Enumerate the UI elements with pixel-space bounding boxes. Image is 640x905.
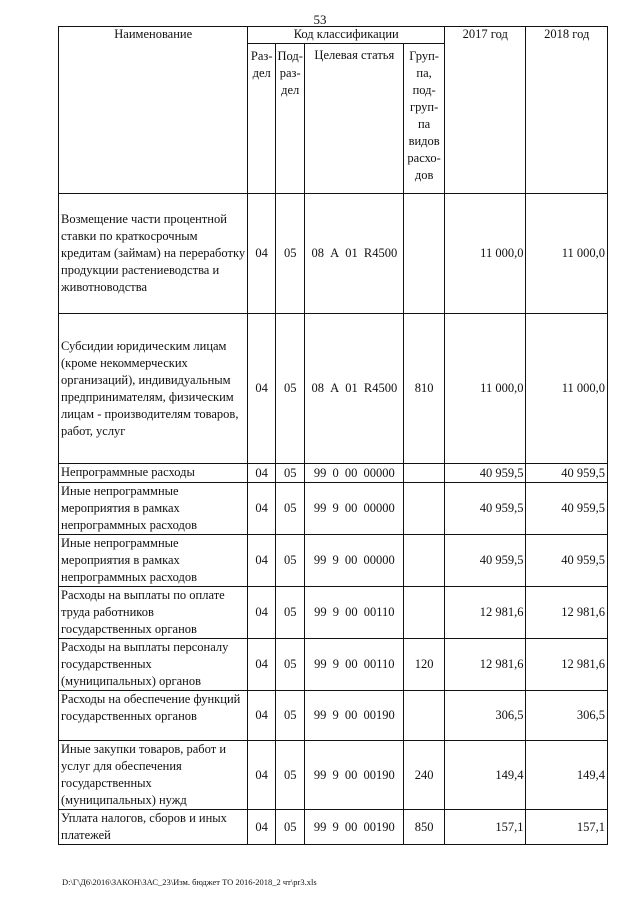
budget-table: [58, 26, 608, 845]
row-group: 120: [404, 639, 445, 691]
col-header-name: Наименование: [59, 27, 248, 194]
row-group: [404, 691, 445, 741]
row-amount-2017: 11 000,0: [445, 314, 526, 464]
table-row: [59, 314, 608, 464]
row-group: [404, 464, 445, 483]
row-target-article: 99 9 00 00110: [305, 587, 404, 639]
row-group: [404, 194, 445, 314]
row-amount-2018: 11 000,0: [526, 194, 608, 314]
row-amount-2017: 149,4: [445, 741, 526, 810]
row-name: Расходы на выплаты по оплате труда работников государственных органов: [59, 587, 248, 639]
row-amount-2018: 157,1: [526, 810, 608, 845]
row-amount-2017: 12 981,6: [445, 587, 526, 639]
row-section: 04: [248, 587, 275, 639]
row-name: Расходы на выплаты персоналу государственных (муниципальных) органов: [59, 639, 248, 691]
table-row: [59, 741, 608, 810]
row-section: 04: [248, 810, 275, 845]
row-name: Возмещение части процентной ставки по краткосрочным кредитам (займам) на переработку продукции растениеводства и животноводства: [59, 194, 248, 314]
row-target-article: 99 9 00 00190: [305, 691, 404, 741]
col-header-2018: 2018 год: [526, 27, 608, 194]
row-subsection: 05: [275, 691, 305, 741]
row-amount-2018: 11 000,0: [526, 314, 608, 464]
row-subsection: 05: [275, 741, 305, 810]
row-amount-2017: 306,5: [445, 691, 526, 741]
table-row: [59, 639, 608, 691]
row-amount-2018: 40 959,5: [526, 535, 608, 587]
row-amount-2018: 40 959,5: [526, 464, 608, 483]
footer-file-path: D:\Г\Д6\2016\ЗАКОН\ЗАС_23\Изм. бюджет ТО 2016-2018_2 чт\pr3.xls: [62, 877, 317, 887]
table-row: [59, 810, 608, 845]
row-section: 04: [248, 639, 275, 691]
row-subsection: 05: [275, 535, 305, 587]
row-name: Иные непрограммные мероприятия в рамках непрограммных расходов: [59, 535, 248, 587]
row-target-article: 99 9 00 00190: [305, 810, 404, 845]
table-row: [59, 483, 608, 535]
row-group: 240: [404, 741, 445, 810]
row-amount-2017: 157,1: [445, 810, 526, 845]
table-row: [59, 691, 608, 741]
row-target-article: 99 9 00 00190: [305, 741, 404, 810]
col-header-group: Груп- па, под- груп- па видов расхо- дов: [404, 44, 445, 194]
row-amount-2017: 40 959,5: [445, 535, 526, 587]
row-subsection: 05: [275, 810, 305, 845]
row-subsection: 05: [275, 194, 305, 314]
row-section: 04: [248, 314, 275, 464]
row-group: 810: [404, 314, 445, 464]
row-amount-2017: 11 000,0: [445, 194, 526, 314]
col-header-section: Раз- дел: [248, 44, 275, 194]
row-subsection: 05: [275, 483, 305, 535]
row-amount-2017: 40 959,5: [445, 464, 526, 483]
row-group: [404, 535, 445, 587]
page-number: 53: [313, 12, 327, 27]
table-row: [59, 194, 608, 314]
row-amount-2017: 12 981,6: [445, 639, 526, 691]
table-row: [59, 535, 608, 587]
row-target-article: 99 9 00 00000: [305, 535, 404, 587]
row-section: 04: [248, 691, 275, 741]
row-name: Субсидии юридическим лицам (кроме некоммерческих организаций), индивидуальным предпринимателям, физическим лицам - производителям товаров, работ, услуг: [59, 314, 248, 464]
table-row: [59, 587, 608, 639]
row-target-article: 08 А 01 R4500: [305, 314, 404, 464]
row-section: 04: [248, 483, 275, 535]
row-target-article: 08 А 01 R4500: [305, 194, 404, 314]
row-section: 04: [248, 741, 275, 810]
row-subsection: 05: [275, 587, 305, 639]
row-amount-2018: 306,5: [526, 691, 608, 741]
table-row: [59, 464, 608, 483]
row-group: [404, 483, 445, 535]
row-amount-2018: 12 981,6: [526, 639, 608, 691]
col-header-target-article: Целевая статья: [305, 44, 404, 194]
row-target-article: 99 9 00 00110: [305, 639, 404, 691]
row-amount-2018: 40 959,5: [526, 483, 608, 535]
row-name: Непрограммные расходы: [59, 464, 248, 483]
header-row-top: [59, 27, 608, 44]
row-amount-2018: 149,4: [526, 741, 608, 810]
row-name: Иные закупки товаров, работ и услуг для обеспечения государственных (муниципальных) нужд: [59, 741, 248, 810]
row-name: Иные непрограммные мероприятия в рамках непрограммных расходов: [59, 483, 248, 535]
row-subsection: 05: [275, 639, 305, 691]
row-group: [404, 587, 445, 639]
col-header-subsection: Под- раз- дел: [275, 44, 305, 194]
row-name: Расходы на обеспечение функций государственных органов: [59, 691, 248, 741]
col-header-classification: Код классификации: [248, 27, 445, 44]
row-subsection: 05: [275, 464, 305, 483]
row-subsection: 05: [275, 314, 305, 464]
row-amount-2017: 40 959,5: [445, 483, 526, 535]
row-section: 04: [248, 535, 275, 587]
table-body: [59, 194, 608, 845]
row-section: 04: [248, 464, 275, 483]
row-amount-2018: 12 981,6: [526, 587, 608, 639]
row-group: 850: [404, 810, 445, 845]
row-target-article: 99 9 00 00000: [305, 483, 404, 535]
row-name: Уплата налогов, сборов и иных платежей: [59, 810, 248, 845]
row-section: 04: [248, 194, 275, 314]
row-target-article: 99 0 00 00000: [305, 464, 404, 483]
col-header-2017: 2017 год: [445, 27, 526, 194]
